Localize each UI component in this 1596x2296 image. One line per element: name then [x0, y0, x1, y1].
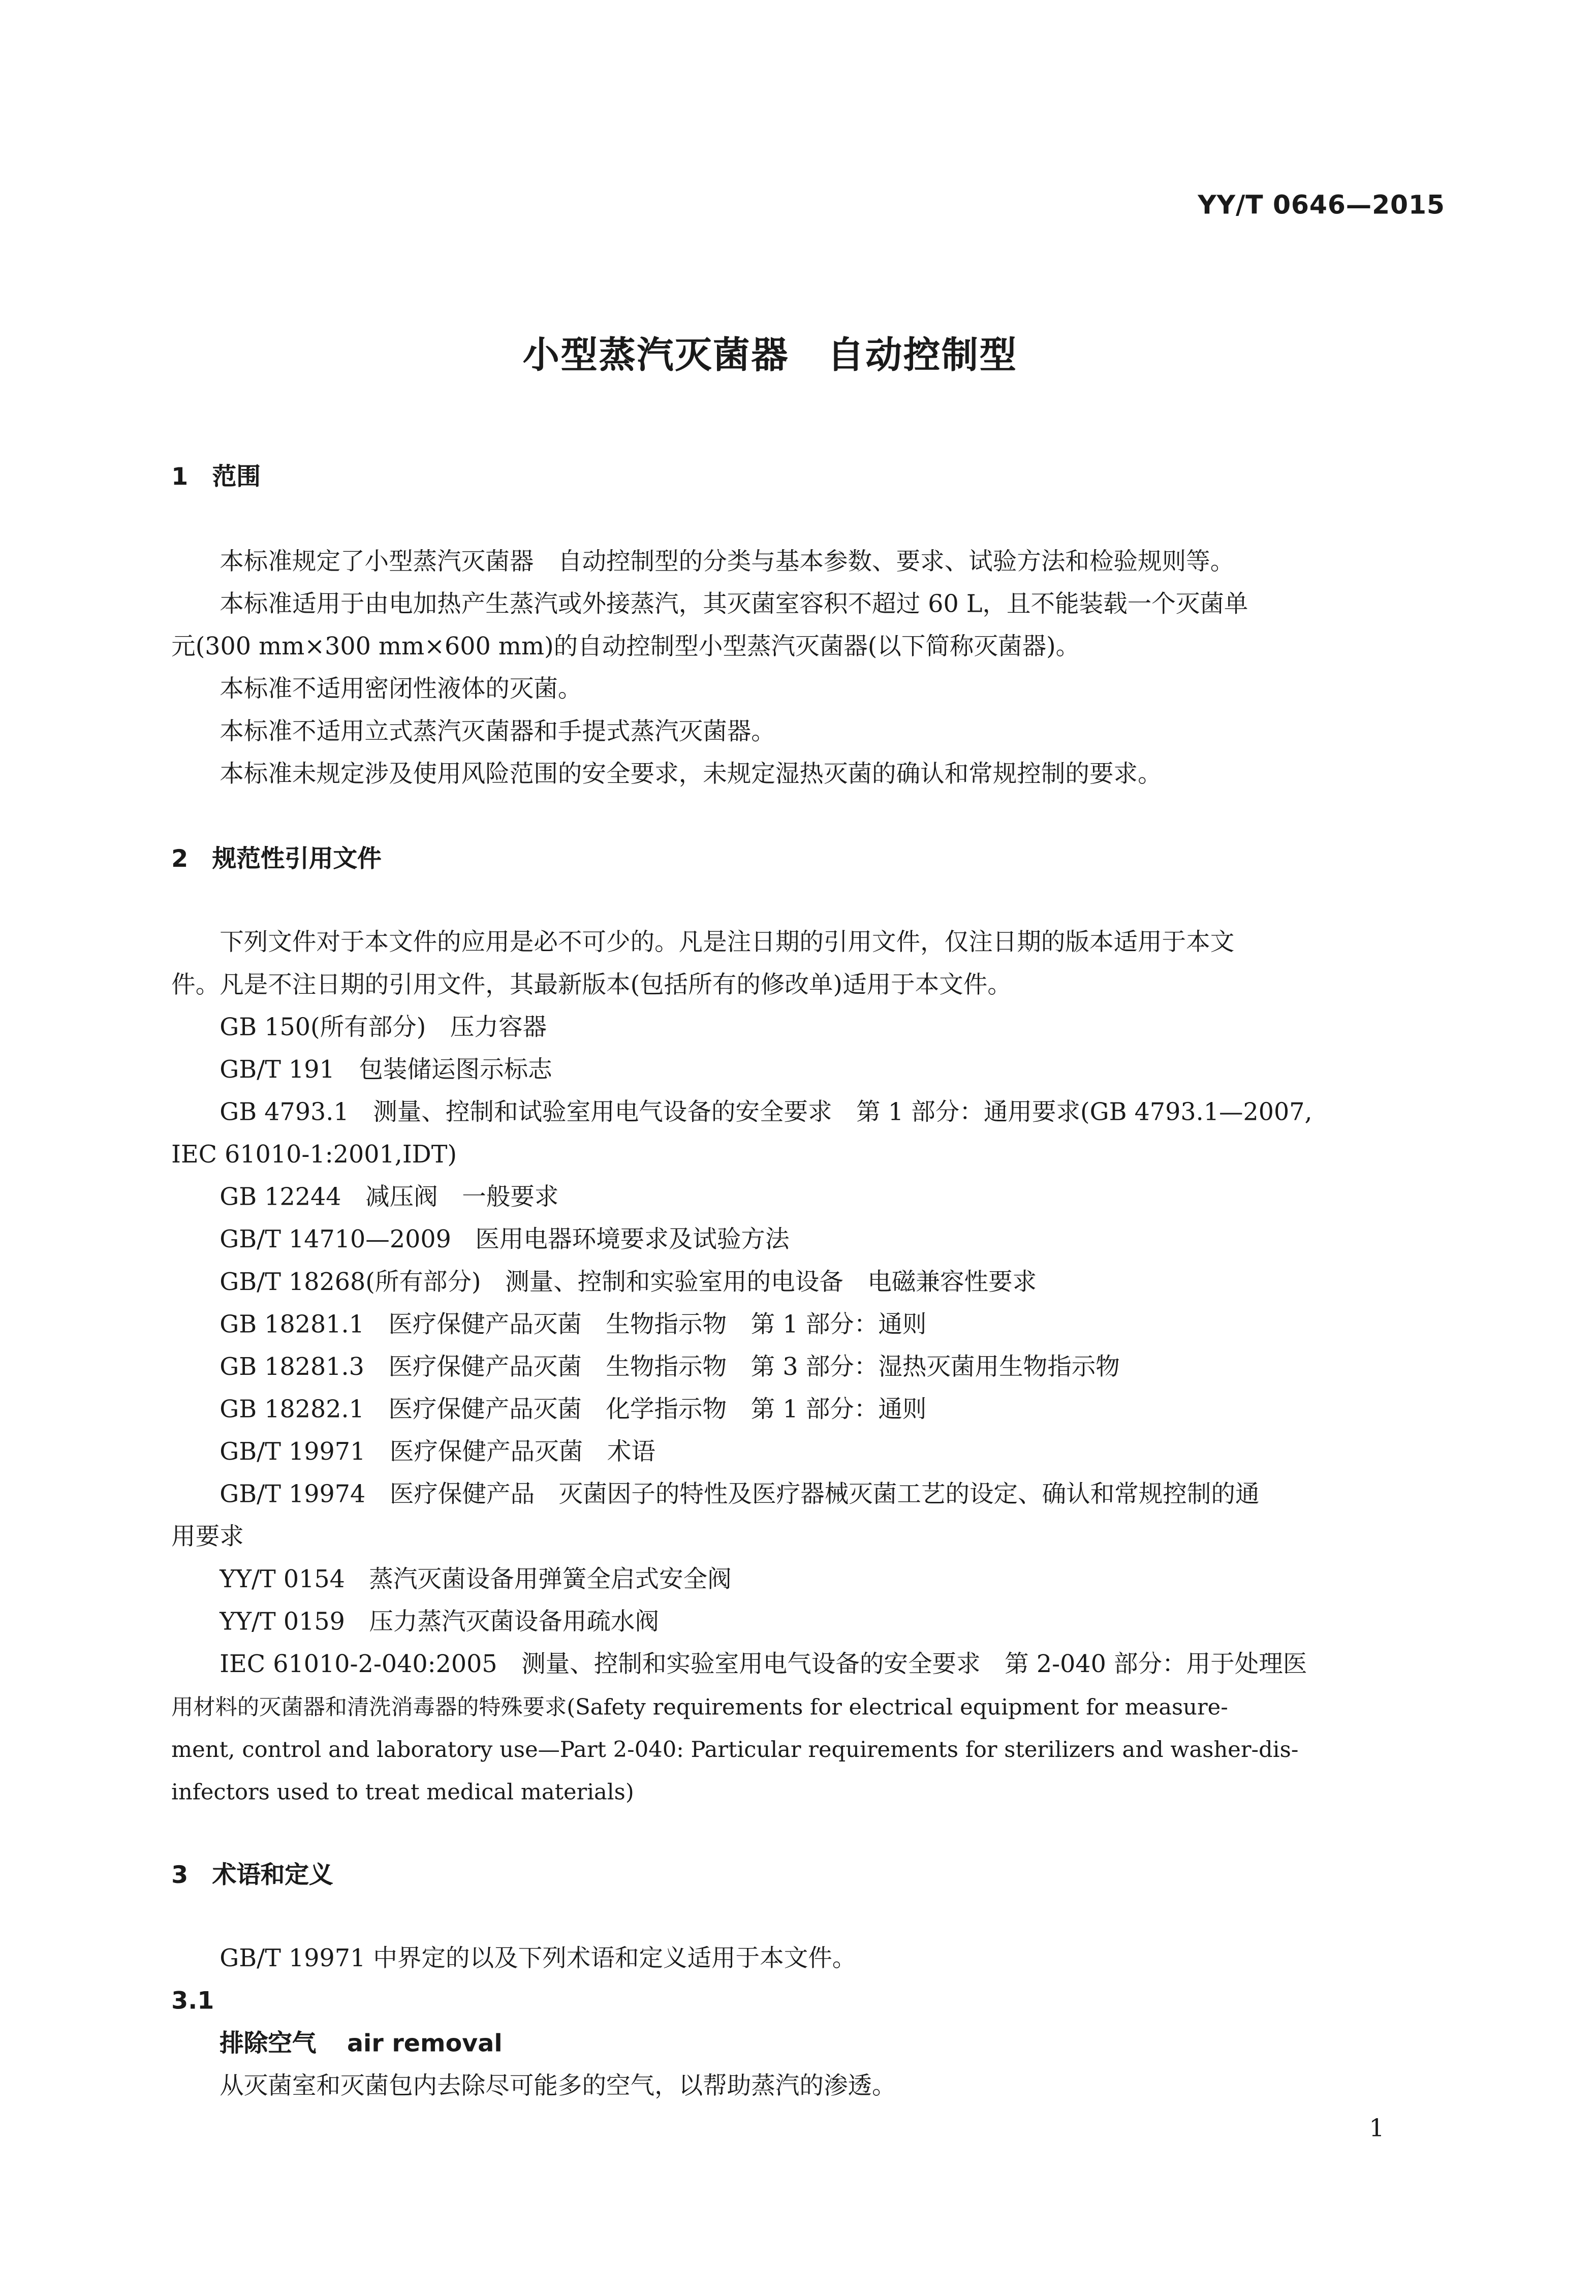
term-number: 3.1	[171, 1987, 214, 2015]
section-heading-normative-references: 2 规范性引用文件	[171, 844, 382, 873]
page-number: 1	[1369, 2114, 1385, 2142]
term-chinese: 排除空气	[220, 2029, 317, 2057]
reference-item: GB/T 18268(所有部分) 测量、控制和实验室用的电设备 电磁兼容性要求	[220, 1268, 1037, 1296]
reference-item: GB/T 19971 医疗保健产品灭菌 术语	[220, 1437, 655, 1466]
paragraph-line: GB/T 19971 中界定的以及下列术语和定义适用于本文件。	[220, 1944, 857, 1972]
reference-item: YY/T 0159 压力蒸汽灭菌设备用疏水阀	[220, 1608, 660, 1635]
paragraph-line: 本标准适用于由电加热产生蒸汽或外接蒸汽，其灭菌室容积不超过 60 L，且不能装载一个灭菌单	[220, 590, 1248, 618]
term-english: air removal	[347, 2029, 503, 2057]
reference-item-continued: IEC 61010-1:2001,IDT)	[171, 1140, 457, 1169]
paragraph-line: 本标准不适用立式蒸汽灭菌器和手提式蒸汽灭菌器。	[220, 717, 775, 745]
section-heading-scope: 1 范围	[171, 462, 261, 491]
reference-item: GB 18281.1 医疗保健产品灭菌 生物指示物 第 1 部分：通则	[220, 1310, 927, 1338]
reference-item: GB 12244 减压阀 一般要求	[220, 1183, 559, 1211]
reference-item: GB/T 191 包装储运图示标志	[220, 1055, 552, 1084]
reference-item-continued: 用材料的灭菌器和清洗消毒器的特殊要求(Safety requirements for electrical equipment for measure-	[171, 1694, 1228, 1720]
term-definition: 从灭菌室和灭菌包内去除尽可能多的空气，以帮助蒸汽的渗透。	[220, 2071, 896, 2100]
paragraph-line: 件。凡是不注日期的引用文件，其最新版本(包括所有的修改单)适用于本文件。	[171, 970, 1012, 999]
reference-item-continued: 用要求	[171, 1522, 244, 1551]
paragraph-line: 本标准不适用密闭性液体的灭菌。	[220, 675, 582, 703]
paragraph-line: 本标准规定了小型蒸汽灭菌器 自动控制型的分类与基本参数、要求、试验方法和检验规则等。	[220, 547, 1235, 576]
reference-item: GB/T 14710—2009 医用电器环境要求及试验方法	[220, 1225, 790, 1253]
section-heading-terms: 3 术语和定义	[171, 1861, 333, 1889]
reference-item: GB 18282.1 医疗保健产品灭菌 化学指示物 第 1 部分：通则	[220, 1395, 927, 1424]
paragraph-line: 下列文件对于本文件的应用是必不可少的。凡是注日期的引用文件，仅注日期的版本适用于本文	[220, 928, 1235, 956]
reference-item: GB 4793.1 测量、控制和试验室用电气设备的安全要求 第 1 部分：通用要求(GB 4793.1—2007,	[220, 1098, 1312, 1126]
reference-item: YY/T 0154 蒸汽灭菌设备用弹簧全启式安全阀	[220, 1565, 732, 1593]
paragraph-line: 元(300 mm×300 mm×600 mm)的自动控制型小型蒸汽灭菌器(以下简称灭菌器)。	[171, 632, 1080, 661]
document-title: 小型蒸汽灭菌器 自动控制型	[522, 334, 1018, 376]
paragraph-line: 本标准未规定涉及使用风险范围的安全要求，未规定湿热灭菌的确认和常规控制的要求。	[220, 760, 1162, 788]
reference-item: GB/T 19974 医疗保健产品 灭菌因子的特性及医疗器械灭菌工艺的设定、确认和常规控制的通	[220, 1480, 1260, 1508]
reference-item: GB 150(所有部分) 压力容器	[220, 1013, 547, 1041]
reference-item: IEC 61010-2-040:2005 测量、控制和实验室用电气设备的安全要求 第 2-040 部分：用于处理医	[220, 1650, 1307, 1678]
standard-number: YY/T 0646—2015	[1198, 192, 1445, 222]
reference-item-continued: infectors used to treat medical materials)	[171, 1779, 634, 1806]
reference-item-continued: ment, control and laboratory use—Part 2-040: Particular requirements for sterilizers and washer-dis-	[171, 1736, 1299, 1763]
reference-item: GB 18281.3 医疗保健产品灭菌 生物指示物 第 3 部分：湿热灭菌用生物指示物	[220, 1353, 1120, 1381]
